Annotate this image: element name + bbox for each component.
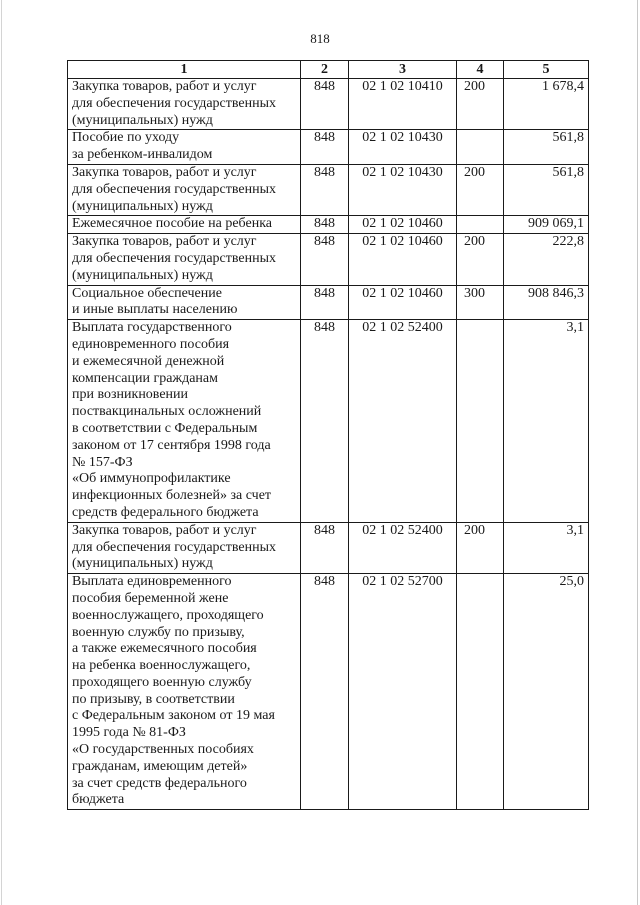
cell-amount	[504, 216, 589, 234]
cell-name	[68, 234, 301, 285]
header-col-3: 3	[349, 61, 457, 79]
cell-name	[68, 522, 301, 573]
cell-target-article-text: 02 1 02 52400	[362, 320, 443, 336]
cell-name-text: Выплата единовременного пособия беременной жене военнослужащего, проходящего военную службу по призыву, а также ежемесячного пособия на ребенка военнослужащего, проходящего военную службу по призыву, в соответствии с Федеральным законом от 19 мая 1995 года № 81-ФЗ «О государственных пособиях гражданам, имеющим детей» за счет средств федерального бюджета	[72, 574, 275, 808]
cell-target-article-text: 02 1 02 10460	[362, 216, 443, 232]
cell-name	[68, 130, 301, 165]
cell-amount-text: 3,1	[566, 320, 584, 336]
cell-expense-type	[457, 234, 504, 285]
cell-expense-type-text: 200	[464, 79, 485, 94]
cell-target-article	[349, 574, 457, 810]
cell-admin-code	[301, 130, 349, 165]
cell-admin-code-text: 848	[314, 320, 335, 336]
cell-target-article	[349, 130, 457, 165]
cell-expense-type-text: 200	[464, 522, 485, 538]
cell-expense-type-text: 300	[464, 285, 485, 301]
cell-admin-code-text: 848	[314, 234, 335, 250]
table-row	[68, 574, 589, 810]
cell-expense-type	[457, 285, 504, 320]
cell-expense-type-text: 200	[464, 164, 485, 180]
cell-target-article-text: 02 1 02 52700	[362, 574, 443, 590]
cell-target-article-text: 02 1 02 10430	[362, 130, 443, 146]
cell-target-article-text: 02 1 02 10410	[362, 79, 443, 94]
cell-name-text: Пособие по уходу за ребенком-инвалидом	[72, 130, 213, 163]
header-row	[68, 61, 589, 79]
table-row	[68, 130, 589, 165]
cell-expense-type	[457, 164, 504, 215]
cell-target-article	[349, 234, 457, 285]
cell-admin-code	[301, 320, 349, 523]
scan-left-edge	[1, 0, 2, 905]
cell-admin-code-text: 848	[314, 574, 335, 590]
cell-expense-type	[457, 79, 504, 130]
cell-target-article	[349, 164, 457, 215]
cell-expense-type	[457, 320, 504, 523]
cell-amount-text: 3,1	[566, 522, 584, 538]
cell-amount	[504, 574, 589, 810]
cell-expense-type	[457, 574, 504, 810]
cell-amount	[504, 285, 589, 320]
cell-amount-text: 561,8	[552, 164, 584, 180]
cell-target-article-text: 02 1 02 10430	[362, 164, 443, 180]
table-row	[68, 234, 589, 285]
cell-target-article	[349, 320, 457, 523]
cell-amount	[504, 79, 589, 130]
table-row	[68, 79, 589, 130]
cell-name	[68, 320, 301, 523]
cell-expense-type	[457, 130, 504, 165]
cell-name-text: Социальное обеспечение и иные выплаты населению	[72, 285, 238, 318]
cell-admin-code-text: 848	[314, 285, 335, 301]
table-body	[68, 79, 589, 810]
cell-target-article	[349, 216, 457, 234]
cell-amount	[504, 522, 589, 573]
cell-target-article	[349, 79, 457, 130]
cell-amount-text: 561,8	[552, 130, 584, 146]
cell-name-text: Закупка товаров, работ и услуг для обеспечения государственных (муниципальных) нужд	[72, 164, 276, 214]
cell-name	[68, 216, 301, 234]
cell-name-text: Ежемесячное пособие на ребенка	[72, 216, 272, 232]
cell-admin-code	[301, 79, 349, 130]
cell-target-article	[349, 285, 457, 320]
budget-table	[67, 60, 589, 810]
table-row	[68, 164, 589, 215]
table-row	[68, 285, 589, 320]
cell-admin-code	[301, 164, 349, 215]
cell-amount-text: 909 069,1	[528, 216, 584, 232]
cell-expense-type	[457, 522, 504, 573]
cell-amount	[504, 164, 589, 215]
header-col-1: 1	[68, 61, 301, 79]
cell-target-article-text: 02 1 02 10460	[362, 285, 443, 301]
cell-target-article-text: 02 1 02 52400	[362, 522, 443, 538]
cell-name	[68, 79, 301, 130]
header-col-2: 2	[301, 61, 349, 79]
cell-name	[68, 574, 301, 810]
cell-amount	[504, 130, 589, 165]
cell-admin-code-text: 848	[314, 79, 335, 94]
cell-amount	[504, 234, 589, 285]
cell-admin-code-text: 848	[314, 164, 335, 180]
cell-target-article	[349, 522, 457, 573]
cell-admin-code-text: 848	[314, 130, 335, 146]
cell-amount-text: 1 678,4	[542, 79, 584, 94]
cell-admin-code	[301, 574, 349, 810]
header-col-5: 5	[504, 61, 589, 79]
cell-admin-code	[301, 216, 349, 234]
table-row	[68, 522, 589, 573]
cell-amount	[504, 320, 589, 523]
cell-admin-code	[301, 285, 349, 320]
cell-amount-text: 25,0	[559, 574, 584, 590]
cell-name-text: Закупка товаров, работ и услуг для обеспечения государственных (муниципальных) нужд	[72, 79, 276, 128]
page-number: 818	[310, 31, 330, 46]
cell-target-article-text: 02 1 02 10460	[362, 234, 443, 250]
cell-amount-text: 908 846,3	[528, 285, 584, 301]
scan-right-edge	[637, 0, 638, 905]
table-row	[68, 216, 589, 234]
cell-name	[68, 164, 301, 215]
cell-amount-text: 222,8	[552, 234, 584, 250]
cell-admin-code-text: 848	[314, 522, 335, 538]
table-header	[68, 61, 589, 79]
cell-admin-code	[301, 234, 349, 285]
cell-name-text: Выплата государственного единовременного пособия и ежемесячной денежной компенсации гражданам при возникновении поствакцинальных осложнений в соответствии с Федеральным законом от 17 сентября 1998 года № 157-ФЗ «Об иммунопрофилактике инфекционных болезней» за счет средств федерального бюджета	[72, 320, 272, 520]
cell-admin-code	[301, 522, 349, 573]
cell-expense-type-text: 200	[464, 234, 485, 250]
table-row	[68, 320, 589, 523]
header-col-4: 4	[457, 61, 504, 79]
cell-expense-type	[457, 216, 504, 234]
cell-name	[68, 285, 301, 320]
cell-name-text: Закупка товаров, работ и услуг для обеспечения государственных (муниципальных) нужд	[72, 234, 276, 283]
cell-name-text: Закупка товаров, работ и услуг для обеспечения государственных (муниципальных) нужд	[72, 522, 276, 572]
cell-admin-code-text: 848	[314, 216, 335, 232]
